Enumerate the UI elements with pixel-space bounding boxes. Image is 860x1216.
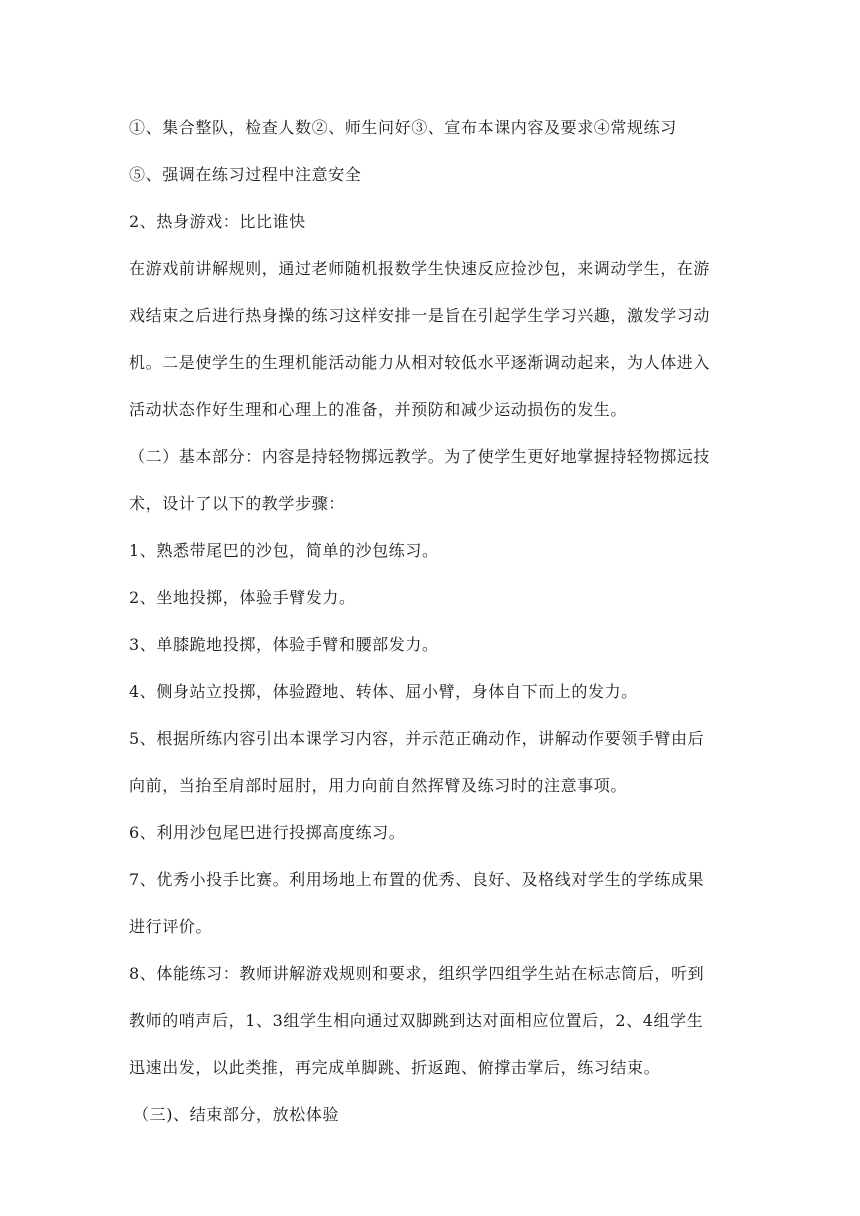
step-7-line-1: 7、优秀小投手比赛。利用场地上布置的优秀、良好、及格线对学生的学练成果 xyxy=(129,870,705,889)
warmup-game-heading: 2、热身游戏：比比谁快 xyxy=(129,212,306,231)
warmup-paragraph-line-1: 在游戏前讲解规则，通过老师随机报数学生快速反应捡沙包，来调动学生，在游 xyxy=(129,259,711,278)
document-page xyxy=(129,108,735,1142)
step-4: 4、侧身站立投掷，体验蹬地、转体、屈小臂，身体自下而上的发力。 xyxy=(129,682,638,701)
warmup-paragraph-line-2: 戏结束之后进行热身操的练习这样安排一是旨在引起学生学习兴趣，激发学习动 xyxy=(129,306,711,325)
basic-part-heading-line-2: 术，设计了以下的教学步骤： xyxy=(129,494,345,513)
basic-part-heading-line-1: （二）基本部分：内容是持轻物掷远教学。为了使学生更好地掌握持轻物掷远技 xyxy=(129,447,711,466)
step-3: 3、单膝跪地投掷，体验手臂和腰部发力。 xyxy=(129,635,439,654)
warmup-paragraph-line-3: 机。二是使学生的生理机能活动能力从相对较低水平逐渐调动起来，为人体进入 xyxy=(129,353,711,372)
warmup-paragraph-line-4: 活动状态作好生理和心理上的准备，并预防和减少运动损伤的发生。 xyxy=(129,400,628,419)
step-7-line-2: 进行评价。 xyxy=(129,917,213,936)
step-8-line-2: 教师的哨声后，1、3组学生相向通过双脚跳到达对面相应位置后，2、4组学生 xyxy=(129,1011,704,1030)
step-2: 2、坐地投掷，体验手臂发力。 xyxy=(129,588,356,607)
step-1: 1、熟悉带尾巴的沙包，简单的沙包练习。 xyxy=(129,541,439,560)
routine-steps-line-2: ⑤、强调在练习过程中注意安全 xyxy=(129,165,362,184)
closing-part-heading: （三)、结束部分，放松体验 xyxy=(133,1105,340,1124)
step-8-line-3: 迅速出发，以此类推，再完成单脚跳、折返跑、俯撑击掌后，练习结束。 xyxy=(129,1058,661,1077)
step-5-line-1: 5、根据所练内容引出本课学习内容，并示范正确动作，讲解动作要领手臂由后 xyxy=(129,729,705,748)
routine-steps-line-1: ①、集合整队，检查人数②、师生问好③、宣布本课内容及要求④常规练习 xyxy=(129,118,677,137)
step-5-line-2: 向前，当抬至肩部时屈肘，用力向前自然挥臂及练习时的注意事项。 xyxy=(129,776,628,795)
step-8-line-1: 8、体能练习：教师讲解游戏规则和要求，组织学四组学生站在标志筒后，听到 xyxy=(129,964,705,983)
step-6: 6、利用沙包尾巴进行投掷高度练习。 xyxy=(129,823,406,842)
